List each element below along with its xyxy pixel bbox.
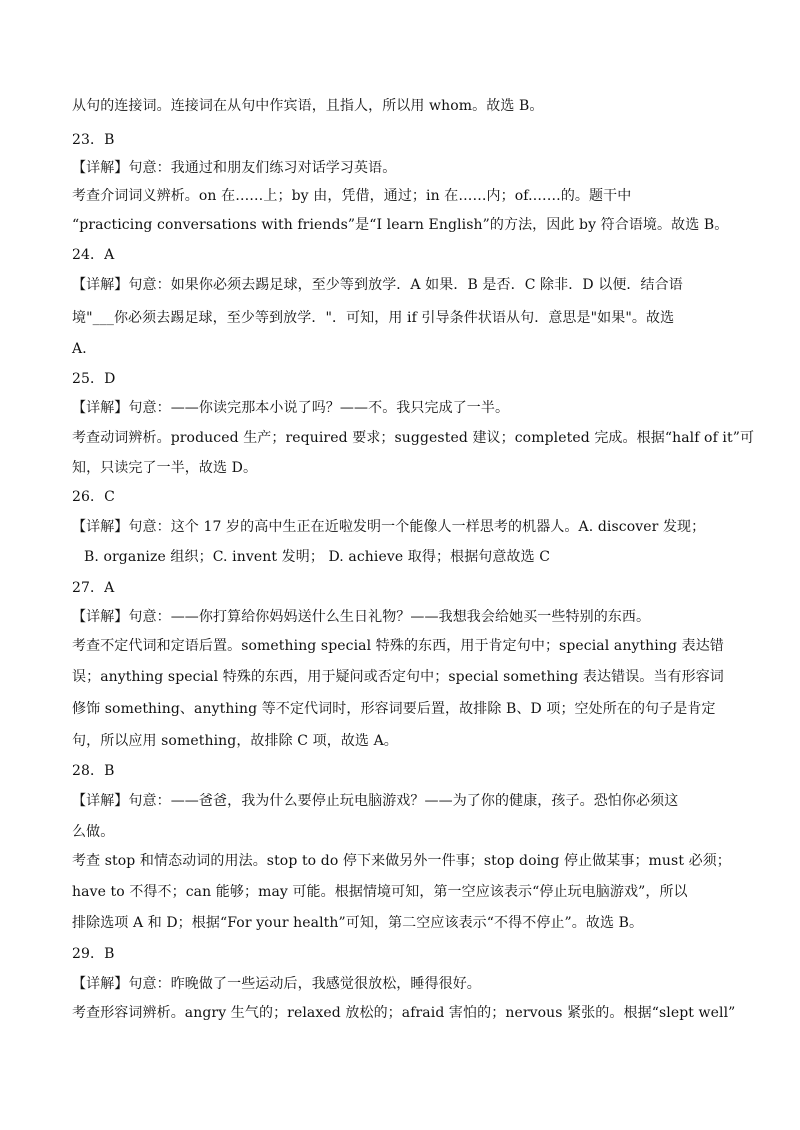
text-line: 【详解】句意：这个 17 岁的高中生正在近啦发明一个能像人一样思考的机器人。A. discover 发现； — [72, 519, 706, 535]
text-line: B. organize 组织；C. invent 发明； D. achieve 取得；根据句意故选 C — [84, 549, 551, 565]
text-line: 【详解】句意：昨晚做了一些运动后，我感觉很放松，睡得很好。 — [72, 976, 481, 992]
text-line: have to 不得不；can 能够；may 可能。根据情境可知，第一空应该表示“停止玩电脑游戏”，所以 — [72, 884, 688, 900]
text-line: 【详解】句意：我通过和朋友们练习对话学习英语。 — [72, 160, 397, 176]
text-line: 误；anything special 特殊的东西，用于疑问或否定句中；special something 表达错误。当有形容词 — [72, 669, 724, 685]
text-line: 句，所以应用 something，故排除 C 项，故选 A。 — [72, 733, 398, 749]
text-line: 【详解】句意：如果你必须去踢足球，至少等到放学．A 如果．B 是否．C 除非．D 以便．结合语 — [72, 277, 683, 293]
question-number: 26．C — [72, 489, 115, 505]
text-line: 考查 stop 和情态动词的用法。stop to do 停下来做另外一件事；stop doing 停止做某事；must 必须； — [72, 853, 731, 869]
question-number: 27．A — [72, 580, 115, 596]
text-line: 排除选项 A 和 D；根据“For your health”可知，第二空应该表示“不得不停止”。故选 B。 — [72, 915, 644, 931]
text-line: “practicing conversations with friends”是“I learn English”的方法，因此 by 符合语境。故选 B。 — [72, 217, 729, 233]
question-number: 23．B — [72, 132, 115, 148]
text-line: 【详解】句意：——爸爸，我为什么要停止玩电脑游戏？——为了你的健康，孩子。恐怕你必须这 — [72, 793, 679, 809]
text-line: 【详解】句意：——你打算给你妈妈送什么生日礼物？——我想我会给她买一些特别的东西。 — [72, 609, 651, 625]
text-line: 从句的连接词。连接词在从句中作宾语，且指人，所以用 whom。故选 B。 — [72, 98, 544, 114]
question-number: 29．B — [72, 946, 115, 962]
text-line: 修饰 something、anything 等不定代词时，形容词要后置，故排除 B、D 项；空处所在的句子是肯定 — [72, 701, 716, 717]
text-line: 境"___你必须去踢足球，至少等到放学．"．可知，用 if 引导条件状语从句．意思是"如果"。故选 — [72, 310, 675, 326]
text-line: 【详解】句意：——你读完那本小说了吗？——不。我只完成了一半。 — [72, 400, 510, 416]
text-line: 考查动词辨析。produced 生产；required 要求；suggested 建议；completed 完成。根据“half of it”可 — [72, 430, 755, 446]
question-number: 25．D — [72, 371, 116, 387]
text-line: 知，只读完了一半，故选 D。 — [72, 460, 258, 476]
text-line: 考查形容词辨析。angry 生气的；relaxed 放松的；afraid 害怕的；nervous 紧张的。根据“slept well” — [72, 1005, 736, 1021]
text-line: 么做。 — [72, 824, 115, 840]
text-line: A． — [72, 341, 97, 357]
question-number: 28．B — [72, 763, 115, 779]
question-number: 24．A — [72, 247, 115, 263]
text-line: 考查不定代词和定语后置。something special 特殊的东西，用于肯定句中；special anything 表达错 — [72, 638, 724, 654]
text-line: 考查介词词义辨析。on 在……上；by 由，凭借，通过；in 在……内；of.……的。题干中 — [72, 188, 632, 204]
